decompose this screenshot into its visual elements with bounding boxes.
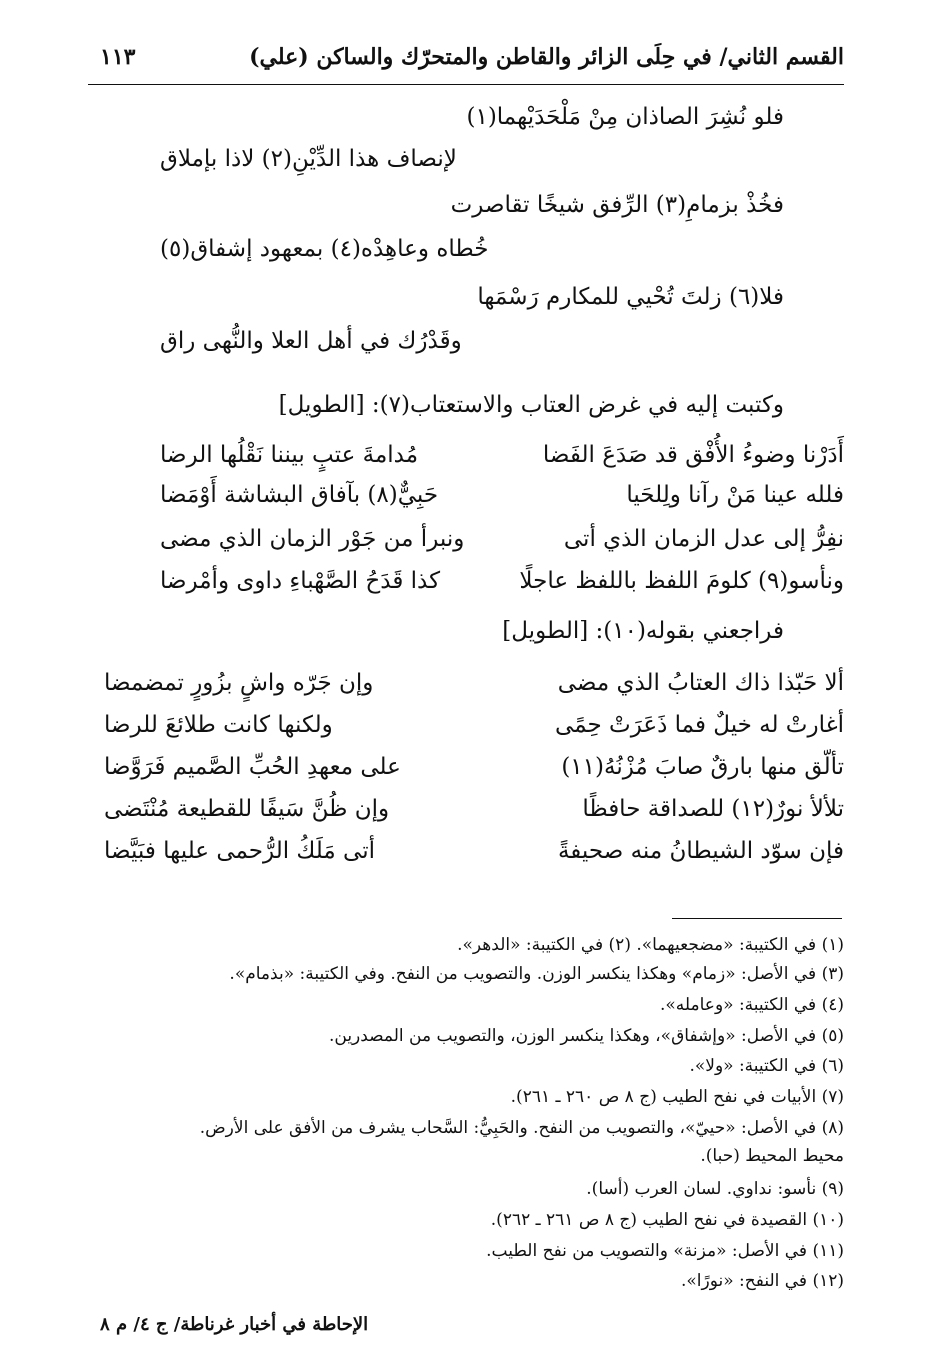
poem3-right-5: فإن سوّد الشيطانُ منه صحيفةً xyxy=(557,838,844,864)
footnote-6: (٦) في الكتيبة: «ولا». xyxy=(689,1056,844,1076)
poem2-left-3: ونبرأ من جَوْر الزمان الذي مضى xyxy=(160,526,465,552)
footnote-7: (٧) الأبيات في نفح الطيب (ج ٨ ص ٢٦٠ ـ ٢٦١). xyxy=(510,1087,844,1107)
footnote-11: (١١) في الأصل: «مزنة» والتصويب من نفح الطيب. xyxy=(486,1241,844,1261)
poem2-right-3: نفِرُّ إلى عدل الزمان الذي أتى xyxy=(563,526,844,552)
poem1-line-6: وقَدْرُك في أهل العلا والنُّهى راق xyxy=(160,328,462,354)
footnote-3: (٣) في الأصل: «زمام» وهكذا ينكسر الوزن. والتصويب من النفح. وفي الكتيبة: «بذمام». xyxy=(229,964,844,984)
poem2-right-2: فلله عينا مَنْ رآنا ولِلحَيا xyxy=(626,482,844,508)
poem2-right-1: أَدَرْنا وضوءُ الأُفْق قد صَدَعَ الفَضا xyxy=(542,442,844,468)
footnote-8: (٨) في الأصل: «حييّ»، والتصويب من النفح. والحَبِيُّ: السَّحاب يشرف من الأفق على الأرض. xyxy=(199,1118,844,1138)
running-header-title: القسم الثاني/ في حِلَى الزائر والقاطن والمتحرّك والساكن (علي) xyxy=(249,44,844,70)
poem2-left-1: مُدامةَ عتبٍ بيننا نَقْلُها الرضا xyxy=(160,442,419,468)
header-rule xyxy=(88,84,844,85)
footnote-12: (١٢) في النفح: «نورًا». xyxy=(680,1271,844,1291)
footnote-10: (١٠) القصيدة في نفح الطيب (ج ٨ ص ٢٦١ ـ ٢٦٢). xyxy=(490,1210,844,1230)
poem1-line-4: خُطاه وعاهِدْه(٤) بمعهود إشفاق(٥) xyxy=(160,236,489,262)
footnote-5: (٥) في الأصل: «وإشفاق»، وهكذا ينكسر الوزن، والتصويب من المصدرين. xyxy=(328,1026,844,1046)
poem1-line-1: فلو نُشِرَ الصاذان مِنْ مَلْحَدَيْهما(١) xyxy=(466,104,784,130)
poem3-left-4: وإن ظُنَّ سَيفًا للقطيعة مُنْتَضى xyxy=(104,796,390,822)
poem1-line-2: لإنصاف هذا الدِّيْنِ(٢) لاذا بإملاق xyxy=(160,146,457,172)
intro-text-1: وكتبت إليه في غرض العتاب والاستعتاب(٧): [الطويل] xyxy=(278,392,784,418)
footnote-1: (١) في الكتيبة: «مضجعيهما». (٢) في الكتيبة: «الدهر». xyxy=(457,935,844,955)
page-number: ١١٣ xyxy=(100,44,136,70)
poem3-left-5: أتى مَلَكُ الرُّحمى عليها فبَيَّضا xyxy=(104,838,376,864)
intro-text-2: فراجعني بقوله(١٠): [الطويل] xyxy=(502,618,784,644)
footnote-4: (٤) في الكتيبة: «وعامله». xyxy=(659,995,844,1015)
poem3-right-1: ألا حَبّذا ذاك العتابُ الذي مضى xyxy=(557,670,844,696)
footnote-8-cont: محيط المحيط (حبا). xyxy=(700,1146,844,1166)
poem3-left-3: على معهدِ الحُبِّ الصَّميم فَرَوَّضا xyxy=(104,754,401,780)
poem3-left-1: وإن جَرّه واشٍ بزُورٍ تمضمضا xyxy=(104,670,374,696)
poem2-right-4: ونأسو(٩) كلومَ اللفظ باللفظ عاجلًا xyxy=(519,568,844,594)
footnote-rule xyxy=(672,918,842,919)
footnote-9: (٩) نأسو: نداوي. لسان العرب (أسا). xyxy=(586,1179,844,1199)
poem3-right-4: تلألأ نورٌ(١٢) للصداقة حافظًا xyxy=(582,796,844,822)
poem3-left-2: ولكنها كانت طلائعَ للرضا xyxy=(104,712,333,738)
poem1-line-5: فلا(٦) زلتَ تُحْيي للمكارم رَسْمَها xyxy=(477,284,784,310)
poem2-left-2: حَبِيٌّ(٨) بآفاق البشاشة أَوْمَضا xyxy=(160,482,439,508)
page-footer: الإحاطة في أخبار غرناطة/ ج ٤/ م ٨ xyxy=(100,1314,369,1335)
poem2-left-4: كذا قَدَحُ الصَّهْباءِ داوى وأمْرضا xyxy=(160,568,441,594)
poem3-right-2: أغارتْ له خيلٌ فما ذَعَرَتْ حِمًى xyxy=(555,712,844,738)
poem3-right-3: تألّق منها بارقٌ صابَ مُزْنُهُ(١١) xyxy=(561,754,844,780)
poem1-line-3: فخُذْ بزمامِ(٣) الرِّفق شيخًا تقاصرت xyxy=(450,192,784,218)
